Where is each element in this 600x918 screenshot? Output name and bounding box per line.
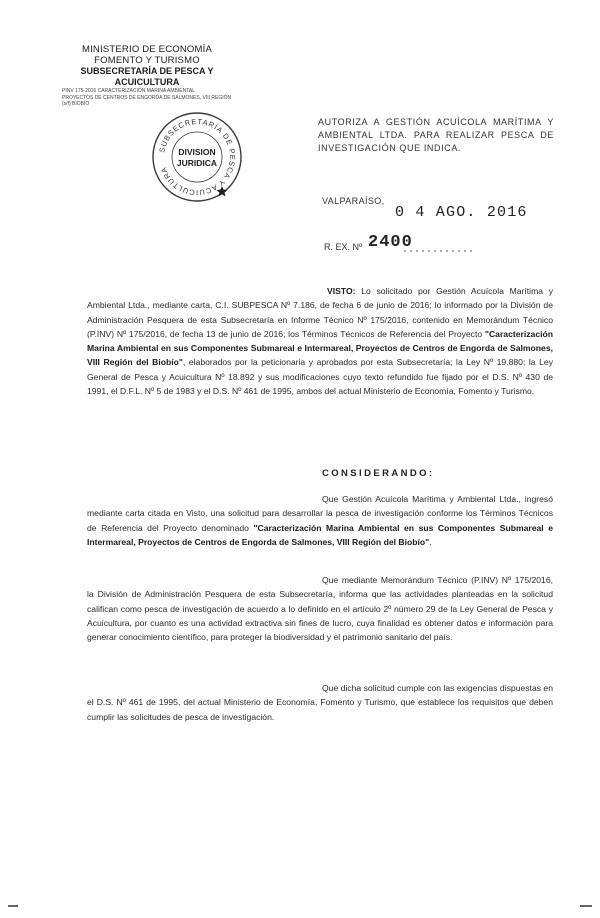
visto-label: VISTO: <box>327 286 356 296</box>
visto-text-1: Lo solicitado por Gestión Acuícola Marítima y Ambiental Ltda., mediante carta, C.I. SUBPESCA Nº 7.186, de fecha 6 de junio de 2016; lo informado por la División de Administración Pesquera de esta Subsecretaría en Informe Técnico Nº 175/2016, contenido en Memorándum Técnico (P.INV) Nº 175/2016, de fecha 13 de junio de 2016; los Términos Técnicos de Referencia del Proyecto <box>87 286 553 339</box>
project-title-considerando: "Caracterización Marina Ambiental en sus Componentes Submareal e Intermareal, Proyectos de Centros de Engorda de Salmones, VIII Región del Biobío" <box>87 522 553 547</box>
undersecretariat-name: SUBSECRETARÍA DE PESCA Y ACUICULTURA <box>80 66 214 87</box>
resolution-number-label: R. EX. Nº <box>324 242 363 252</box>
seal-ring-text: SUBSECRETARÍA DE PESCA Y ACUICULTURA <box>157 116 238 198</box>
ministry-name: MINISTERIO DE ECONOMÍA <box>81 44 213 55</box>
resolution-date-stamp: 0 4 AGO. 2016 <box>395 204 528 221</box>
reference-line-1: PINV 175-2016 CARACTERIZACIÓN MARINA AMBIENTAL <box>62 88 196 94</box>
letterhead <box>52 44 242 108</box>
considerando-paragraph-2 <box>87 573 553 644</box>
resolution-number: 2400 <box>368 233 413 252</box>
project-title-visto: "Caracterización Marina Ambiental en sus Componentes Submareal e Intermareal, Proyectos de Centros de Engorda de Salmones, VIII Región del Biobío" <box>87 328 553 368</box>
scan-mark-bottom-left <box>8 905 18 907</box>
para2-text-2: . <box>429 536 432 547</box>
para2-text-1: Que Gestión Acuícola Marítima y Ambiental Ltda., ingresó mediante carta citada en Visto, una solicitud para desarrollar la pesca de investigación conforme los Términos Técnicos de Referencia del Proyecto denominado <box>87 494 553 533</box>
seal-center-line-1: DIVISION <box>178 147 216 157</box>
considerando-paragraph-1 <box>87 492 553 549</box>
considerando-heading: CONSIDERANDO: <box>322 468 435 479</box>
para3-text: Que mediante Memorándum Técnico (P.INV) Nº 175/2016, la División de Administración Pesquera de esta Subsecretaría, informa que las actividades planteadas en la solicitud califican como pesca de investigación de acuerdo a lo definido en el artículo 2º número 29 de la Ley General de Pesca y Acuicultura, por cuanto es una actividad extractiva sin fines de lucro, cuya finalidad es obtener datos e información para generar conocimiento científico, para proteger la biodiversidad y el patrimonio sanitario del país. <box>87 575 553 643</box>
reference-line-3: (s/f) BIOBÍO <box>62 101 90 107</box>
visto-text-2: , elaborados por la peticionaria y aprobados por esta Subsecretaría; la Ley Nº 19.880; la Ley General de Pesca y Acuicultura Nº 18.892 y sus modificaciones cuyo texto refundido fue fijado por el D.S. Nº 430 de 1991, el D.F.L. Nº 5 de 1983 y el D.S. Nº 461 de 1995, ambos del actual Ministerio de Economía, Fomento y Turismo. <box>87 357 554 397</box>
para4-text: Que dicha solicitud cumple con las exigencias dispuestas en el D.S. Nº 461 de 1995, del actual Ministerio de Economía, Fomento y Turismo, que establece los requisitos que deben cumplir las solicitudes de pesca de investigación. <box>87 683 553 722</box>
place-label: VALPARAÍSO, <box>322 196 385 206</box>
number-dotted-line <box>404 249 474 253</box>
reference-line-2: PROYECTOS DE CENTROS DE ENGORDA DE SALMONES, VIII REGIÓN <box>62 94 232 101</box>
seal-center-line-2: JURIDICA <box>176 158 218 168</box>
resolution-subject: AUTORIZA A GESTIÓN ACUÍCOLA MARÍTIMA Y AMBIENTAL LTDA. PARA REALIZAR PESCA DE INVESTIGACIÓN QUE INDICA. <box>318 117 554 153</box>
scan-mark-bottom-right <box>580 905 592 907</box>
division-juridica-seal <box>150 110 244 204</box>
considerando-paragraph-3 <box>87 681 553 724</box>
visto-paragraph <box>87 284 553 398</box>
ministry-subtitle: FOMENTO Y TURISMO <box>94 55 200 66</box>
